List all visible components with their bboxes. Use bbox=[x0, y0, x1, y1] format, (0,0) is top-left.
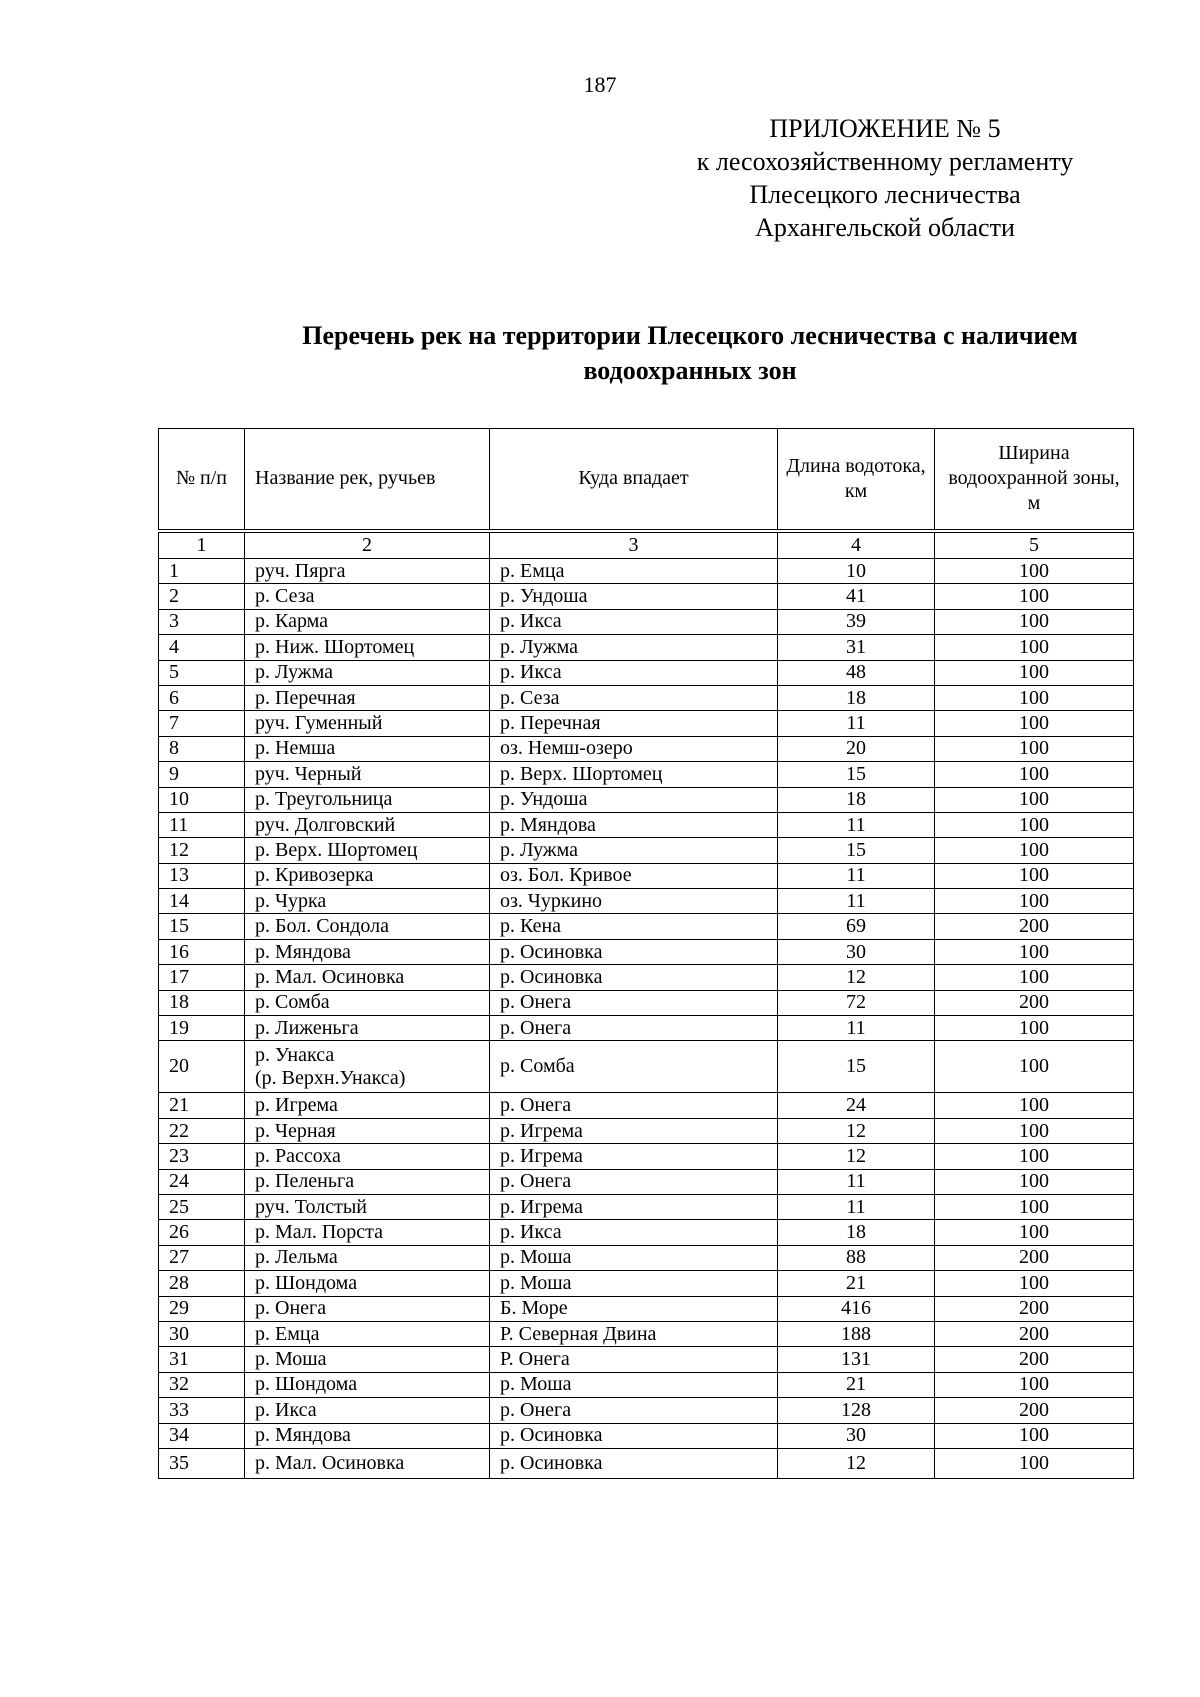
cell-length: 30 bbox=[778, 1423, 935, 1448]
cell-flows-into: Б. Море bbox=[490, 1296, 778, 1321]
cell-num: 17 bbox=[159, 965, 245, 990]
cell-num: 30 bbox=[159, 1321, 245, 1346]
table-row bbox=[159, 838, 1134, 863]
cell-zone-width: 100 bbox=[935, 1271, 1134, 1296]
cell-length: 11 bbox=[778, 812, 935, 837]
table-row bbox=[159, 990, 1134, 1015]
cell-zone-width: 200 bbox=[935, 1245, 1134, 1270]
table-row bbox=[159, 1296, 1134, 1321]
cell-num: 23 bbox=[159, 1144, 245, 1169]
cell-river-name: р. Сомба bbox=[245, 990, 490, 1015]
cell-river-name: р. Игрема bbox=[245, 1093, 490, 1118]
cell-num: 8 bbox=[159, 736, 245, 761]
cell-zone-width: 100 bbox=[935, 660, 1134, 685]
cell-flows-into: р. Икса bbox=[490, 609, 778, 634]
cell-zone-width: 100 bbox=[935, 559, 1134, 584]
cell-zone-width: 100 bbox=[935, 838, 1134, 863]
cell-zone-width: 200 bbox=[935, 990, 1134, 1015]
table-row bbox=[159, 1321, 1134, 1346]
cell-num: 20 bbox=[159, 1041, 245, 1093]
table-row bbox=[159, 1448, 1134, 1478]
cell-river-name: р. Шондома bbox=[245, 1372, 490, 1397]
cell-river-name: руч. Гуменный bbox=[245, 711, 490, 736]
cell-river-name: р. Лиженьга bbox=[245, 1016, 490, 1041]
cell-zone-width: 100 bbox=[935, 711, 1134, 736]
cell-flows-into: р. Ундоша bbox=[490, 787, 778, 812]
cell-length: 69 bbox=[778, 914, 935, 939]
cell-length: 11 bbox=[778, 863, 935, 888]
cell-flows-into: р. Емца bbox=[490, 559, 778, 584]
table-row bbox=[159, 863, 1134, 888]
rivers-table bbox=[158, 428, 1134, 1479]
cell-river-name: р. Мяндова bbox=[245, 939, 490, 964]
cell-flows-into: р. Онега bbox=[490, 1398, 778, 1423]
cell-zone-width: 100 bbox=[935, 609, 1134, 634]
table-row bbox=[159, 685, 1134, 710]
cell-length: 15 bbox=[778, 838, 935, 863]
cell-length: 10 bbox=[778, 559, 935, 584]
cell-num: 4 bbox=[159, 635, 245, 660]
table-header-row bbox=[159, 429, 1134, 531]
column-number: 3 bbox=[490, 531, 778, 559]
table-row bbox=[159, 1372, 1134, 1397]
table-row bbox=[159, 965, 1134, 990]
header-into: Куда впадает bbox=[490, 429, 778, 531]
cell-river-name: р. Верх. Шортомец bbox=[245, 838, 490, 863]
cell-flows-into: Р. Северная Двина bbox=[490, 1321, 778, 1346]
cell-num: 7 bbox=[159, 711, 245, 736]
cell-river-name: руч. Черный bbox=[245, 762, 490, 787]
table-row bbox=[159, 1041, 1134, 1093]
cell-length: 30 bbox=[778, 939, 935, 964]
cell-num: 3 bbox=[159, 609, 245, 634]
cell-flows-into: оз. Чуркино bbox=[490, 889, 778, 914]
table-row bbox=[159, 889, 1134, 914]
cell-flows-into: р. Кена bbox=[490, 914, 778, 939]
cell-flows-into: р. Моша bbox=[490, 1245, 778, 1270]
table-body bbox=[159, 531, 1134, 1479]
cell-flows-into: р. Онега bbox=[490, 990, 778, 1015]
cell-river-name: р. Лельма bbox=[245, 1245, 490, 1270]
cell-flows-into: р. Икса bbox=[490, 660, 778, 685]
cell-flows-into: Р. Онега bbox=[490, 1347, 778, 1372]
cell-zone-width: 100 bbox=[935, 635, 1134, 660]
table-row bbox=[159, 711, 1134, 736]
cell-length: 15 bbox=[778, 762, 935, 787]
cell-length: 88 bbox=[778, 1245, 935, 1270]
cell-flows-into: р. Осиновка bbox=[490, 965, 778, 990]
cell-length: 11 bbox=[778, 1194, 935, 1219]
cell-num: 27 bbox=[159, 1245, 245, 1270]
cell-flows-into: р. Моша bbox=[490, 1271, 778, 1296]
table-row bbox=[159, 559, 1134, 584]
cell-length: 11 bbox=[778, 1016, 935, 1041]
cell-river-name: руч. Пярга bbox=[245, 559, 490, 584]
cell-flows-into: р. Сомба bbox=[490, 1041, 778, 1093]
cell-flows-into: р. Осиновка bbox=[490, 1448, 778, 1478]
cell-length: 416 bbox=[778, 1296, 935, 1321]
cell-river-name: р. Мяндова bbox=[245, 1423, 490, 1448]
column-number: 4 bbox=[778, 531, 935, 559]
cell-length: 128 bbox=[778, 1398, 935, 1423]
cell-zone-width: 100 bbox=[935, 812, 1134, 837]
cell-zone-width: 100 bbox=[935, 1372, 1134, 1397]
cell-zone-width: 100 bbox=[935, 787, 1134, 812]
column-number: 5 bbox=[935, 531, 1134, 559]
cell-num: 10 bbox=[159, 787, 245, 812]
appendix-line-3: Плесецкого лесничества bbox=[749, 180, 1021, 209]
cell-zone-width: 100 bbox=[935, 1194, 1134, 1219]
cell-zone-width: 100 bbox=[935, 1016, 1134, 1041]
cell-zone-width: 200 bbox=[935, 1321, 1134, 1346]
document-title bbox=[160, 318, 1200, 388]
cell-river-name: р. Немша bbox=[245, 736, 490, 761]
cell-zone-width: 100 bbox=[935, 584, 1134, 609]
cell-river-name: р. Треугольница bbox=[245, 787, 490, 812]
cell-zone-width: 200 bbox=[935, 914, 1134, 939]
cell-zone-width: 100 bbox=[935, 965, 1134, 990]
table-row bbox=[159, 1194, 1134, 1219]
river-name-line: р. Унакса bbox=[255, 1043, 335, 1066]
appendix-line-4: Архангельской области bbox=[755, 213, 1015, 242]
cell-length: 18 bbox=[778, 787, 935, 812]
cell-num: 31 bbox=[159, 1347, 245, 1372]
header-width: Ширина водоохранной зоны, м bbox=[935, 429, 1134, 531]
cell-zone-width: 100 bbox=[935, 762, 1134, 787]
cell-zone-width: 200 bbox=[935, 1347, 1134, 1372]
cell-zone-width: 100 bbox=[935, 939, 1134, 964]
table-row bbox=[159, 939, 1134, 964]
cell-river-name: р. Ниж. Шортомец bbox=[245, 635, 490, 660]
cell-river-name bbox=[245, 1041, 490, 1093]
cell-river-name: р. Бол. Сондола bbox=[245, 914, 490, 939]
cell-river-name: р. Черная bbox=[245, 1118, 490, 1143]
cell-flows-into: р. Осиновка bbox=[490, 939, 778, 964]
table-row bbox=[159, 1245, 1134, 1270]
cell-num: 15 bbox=[159, 914, 245, 939]
header-num: № п/п bbox=[159, 429, 245, 531]
cell-flows-into: р. Верх. Шортомец bbox=[490, 762, 778, 787]
cell-num: 35 bbox=[159, 1448, 245, 1478]
header-length: Длина водотока, км bbox=[778, 429, 935, 531]
cell-num: 21 bbox=[159, 1093, 245, 1118]
table-row bbox=[159, 812, 1134, 837]
cell-length: 41 bbox=[778, 584, 935, 609]
cell-flows-into: р. Игрема bbox=[490, 1144, 778, 1169]
cell-num: 32 bbox=[159, 1372, 245, 1397]
cell-flows-into: р. Икса bbox=[490, 1220, 778, 1245]
cell-zone-width: 100 bbox=[935, 863, 1134, 888]
table-row bbox=[159, 1271, 1134, 1296]
cell-flows-into: р. Лужма bbox=[490, 838, 778, 863]
cell-river-name: р. Моша bbox=[245, 1347, 490, 1372]
cell-length: 48 bbox=[778, 660, 935, 685]
cell-num: 1 bbox=[159, 559, 245, 584]
cell-flows-into: оз. Бол. Кривое bbox=[490, 863, 778, 888]
cell-flows-into: р. Ундоша bbox=[490, 584, 778, 609]
table-row bbox=[159, 787, 1134, 812]
cell-flows-into: р. Игрема bbox=[490, 1194, 778, 1219]
cell-length: 31 bbox=[778, 635, 935, 660]
title-line-1: Перечень рек на территории Плесецкого лесничества с наличием bbox=[302, 321, 1078, 350]
column-numbers-row bbox=[159, 531, 1134, 559]
cell-river-name: р. Пеленьга bbox=[245, 1169, 490, 1194]
title-line-2: водоохранных зон bbox=[583, 356, 797, 385]
cell-length: 20 bbox=[778, 736, 935, 761]
cell-zone-width: 100 bbox=[935, 685, 1134, 710]
cell-num: 28 bbox=[159, 1271, 245, 1296]
cell-length: 21 bbox=[778, 1372, 935, 1397]
table-row bbox=[159, 762, 1134, 787]
table-row bbox=[159, 635, 1134, 660]
cell-river-name: р. Икса bbox=[245, 1398, 490, 1423]
cell-river-name: р. Емца bbox=[245, 1321, 490, 1346]
cell-zone-width: 100 bbox=[935, 1448, 1134, 1478]
table-row bbox=[159, 914, 1134, 939]
cell-num: 9 bbox=[159, 762, 245, 787]
table-row bbox=[159, 1093, 1134, 1118]
cell-num: 34 bbox=[159, 1423, 245, 1448]
cell-zone-width: 100 bbox=[935, 1118, 1134, 1143]
cell-length: 21 bbox=[778, 1271, 935, 1296]
cell-flows-into: р. Онега bbox=[490, 1093, 778, 1118]
cell-flows-into: р. Лужма bbox=[490, 635, 778, 660]
cell-river-name: р. Шондома bbox=[245, 1271, 490, 1296]
cell-river-name: р. Чурка bbox=[245, 889, 490, 914]
table-row bbox=[159, 1169, 1134, 1194]
page-number: 187 bbox=[583, 72, 617, 97]
appendix-heading bbox=[640, 112, 1130, 244]
cell-length: 12 bbox=[778, 1144, 935, 1169]
cell-zone-width: 100 bbox=[935, 1423, 1134, 1448]
cell-length: 12 bbox=[778, 965, 935, 990]
cell-river-name: р. Сеза bbox=[245, 584, 490, 609]
cell-length: 12 bbox=[778, 1118, 935, 1143]
cell-length: 131 bbox=[778, 1347, 935, 1372]
cell-river-name: р. Рассоха bbox=[245, 1144, 490, 1169]
cell-num: 13 bbox=[159, 863, 245, 888]
cell-zone-width: 100 bbox=[935, 889, 1134, 914]
cell-length: 39 bbox=[778, 609, 935, 634]
cell-num: 25 bbox=[159, 1194, 245, 1219]
cell-length: 18 bbox=[778, 685, 935, 710]
cell-length: 72 bbox=[778, 990, 935, 1015]
cell-num: 24 bbox=[159, 1169, 245, 1194]
cell-num: 22 bbox=[159, 1118, 245, 1143]
cell-length: 12 bbox=[778, 1448, 935, 1478]
header-name: Название рек, ручьев bbox=[245, 429, 490, 531]
cell-num: 6 bbox=[159, 685, 245, 710]
cell-num: 19 bbox=[159, 1016, 245, 1041]
cell-length: 11 bbox=[778, 711, 935, 736]
cell-flows-into: оз. Немш-озеро bbox=[490, 736, 778, 761]
cell-length: 188 bbox=[778, 1321, 935, 1346]
cell-length: 11 bbox=[778, 889, 935, 914]
table-row bbox=[159, 584, 1134, 609]
cell-num: 18 bbox=[159, 990, 245, 1015]
table-row bbox=[159, 660, 1134, 685]
cell-river-name: р. Мал. Порста bbox=[245, 1220, 490, 1245]
cell-flows-into: р. Онега bbox=[490, 1016, 778, 1041]
cell-zone-width: 100 bbox=[935, 1144, 1134, 1169]
cell-num: 26 bbox=[159, 1220, 245, 1245]
cell-flows-into: р. Сеза bbox=[490, 685, 778, 710]
cell-num: 14 bbox=[159, 889, 245, 914]
cell-num: 12 bbox=[159, 838, 245, 863]
appendix-line-2: к лесохозяйственному регламенту bbox=[696, 147, 1074, 176]
cell-zone-width: 100 bbox=[935, 736, 1134, 761]
cell-river-name: р. Кривозерка bbox=[245, 863, 490, 888]
table-row bbox=[159, 1144, 1134, 1169]
table-row bbox=[159, 1016, 1134, 1041]
column-number: 2 bbox=[245, 531, 490, 559]
cell-num: 33 bbox=[159, 1398, 245, 1423]
table-row bbox=[159, 1398, 1134, 1423]
river-name-alt-line: (р. Верхн.Унакса) bbox=[255, 1066, 406, 1089]
cell-flows-into: р. Моша bbox=[490, 1372, 778, 1397]
cell-length: 24 bbox=[778, 1093, 935, 1118]
cell-flows-into: р. Перечная bbox=[490, 711, 778, 736]
cell-river-name: р. Мал. Осиновка bbox=[245, 1448, 490, 1478]
cell-river-name: р. Лужма bbox=[245, 660, 490, 685]
cell-river-name: р. Карма bbox=[245, 609, 490, 634]
cell-zone-width: 100 bbox=[935, 1093, 1134, 1118]
cell-zone-width: 200 bbox=[935, 1296, 1134, 1321]
cell-river-name: р. Онега bbox=[245, 1296, 490, 1321]
cell-zone-width: 200 bbox=[935, 1398, 1134, 1423]
cell-length: 18 bbox=[778, 1220, 935, 1245]
cell-flows-into: р. Онега bbox=[490, 1169, 778, 1194]
table-row bbox=[159, 1220, 1134, 1245]
cell-river-name: руч. Толстый bbox=[245, 1194, 490, 1219]
cell-zone-width: 100 bbox=[935, 1041, 1134, 1093]
cell-num: 5 bbox=[159, 660, 245, 685]
cell-zone-width: 100 bbox=[935, 1220, 1134, 1245]
table-row bbox=[159, 609, 1134, 634]
table-row bbox=[159, 736, 1134, 761]
cell-num: 2 bbox=[159, 584, 245, 609]
cell-flows-into: р. Игрема bbox=[490, 1118, 778, 1143]
cell-num: 16 bbox=[159, 939, 245, 964]
appendix-line-1: ПРИЛОЖЕНИЕ № 5 bbox=[769, 114, 1001, 143]
column-number: 1 bbox=[159, 531, 245, 559]
cell-river-name: руч. Долговский bbox=[245, 812, 490, 837]
cell-length: 11 bbox=[778, 1169, 935, 1194]
cell-flows-into: р. Осиновка bbox=[490, 1423, 778, 1448]
cell-river-name: р. Перечная bbox=[245, 685, 490, 710]
cell-length: 15 bbox=[778, 1041, 935, 1093]
cell-zone-width: 100 bbox=[935, 1169, 1134, 1194]
cell-num: 11 bbox=[159, 812, 245, 837]
cell-river-name: р. Мал. Осиновка bbox=[245, 965, 490, 990]
table-row bbox=[159, 1118, 1134, 1143]
cell-flows-into: р. Мяндова bbox=[490, 812, 778, 837]
table-row bbox=[159, 1347, 1134, 1372]
table-row bbox=[159, 1423, 1134, 1448]
cell-num: 29 bbox=[159, 1296, 245, 1321]
